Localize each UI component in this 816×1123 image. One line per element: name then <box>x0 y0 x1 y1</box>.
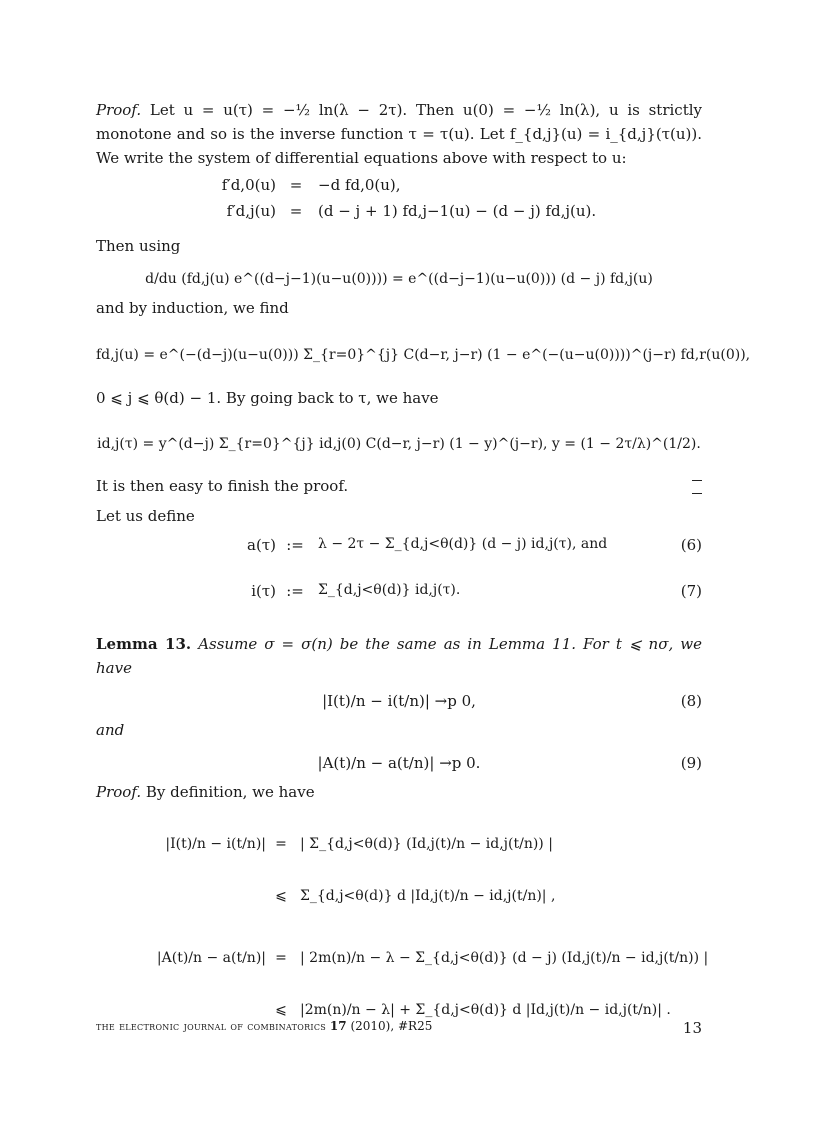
bound-line-2 <box>96 928 709 988</box>
def-lhs: i(τ) <box>251 582 276 600</box>
qed-symbol <box>692 480 702 494</box>
ode-line-0 <box>96 176 702 202</box>
range-text: 0 ⩽ j ⩽ θ(d) − 1. By going back to τ, we have <box>96 389 439 407</box>
eq-number: (9) <box>680 754 702 772</box>
proof-intro-text: Let u = u(τ) = −½ ln(λ − 2τ). Then u(0) = −½ ln(λ), u is strictly monotone and so is the inverse function τ = τ(u). Let f_{d,j}(u) = i_{d,j}(τ(u)). We write the system of differential equations above with respect to u: <box>96 101 702 167</box>
eq8-body: |I(t)/n − i(t/n)| →p 0, <box>322 692 476 710</box>
journal-volume: 17 <box>329 1019 347 1033</box>
ode-system <box>96 176 702 228</box>
eq-number: (8) <box>680 692 702 710</box>
define-intro: Let us define <box>96 507 195 525</box>
bound-lhs: |A(t)/n − a(t/n)| <box>156 950 266 966</box>
then-using: Then using <box>96 237 181 255</box>
definition-7 <box>96 582 702 622</box>
finish-row <box>96 474 702 500</box>
equation-9 <box>96 746 702 780</box>
ode-lhs: f′d,j(u) <box>226 202 276 220</box>
tau-equation: id,j(τ) = y^(d−j) Σ_{r=0}^{j} id,j(0) C(d−r, j−r) (1 − y)^(j−r), y = (1 − 2τ/λ)^(1/2). <box>97 436 701 452</box>
ode-line-1 <box>96 202 702 228</box>
lemma-statement <box>96 632 702 680</box>
def-rhs: λ − 2τ − Σ_{d,j<θ(d)} (d − j) id,j(τ), and <box>318 536 608 552</box>
lemma-label: Lemma 13. <box>96 635 192 653</box>
finish-text: It is then easy to finish the proof. <box>96 477 349 495</box>
proof-label: Proof. <box>96 101 142 119</box>
eq9-body: |A(t)/n − a(t/n)| →p 0. <box>317 754 481 772</box>
bound-op: = <box>275 836 287 852</box>
induction-equation: fd,j(u) = e^(−(d−j)(u−u(0))) Σ_{r=0}^{j} C(d−r, j−r) (1 − e^(−(u−u(0))))^(j−r) fd,r(u(0)), <box>96 347 751 363</box>
bound-op: ⩽ <box>275 1002 287 1018</box>
def-rhs: Σ_{d,j<θ(d)} id,j(τ). <box>318 582 461 598</box>
def-lhs: a(τ) <box>247 536 276 554</box>
bound-line-1 <box>96 874 702 928</box>
derivative-equation: d/du (fd,j(u) e^((d−j−1)(u−u(0)))) = e^((d−j−1)(u−u(0))) (d − j) fd,j(u) <box>145 271 653 287</box>
ode-lhs: f′d,0(u) <box>221 176 276 194</box>
bounds-array <box>96 814 709 1032</box>
bound-lhs: |I(t)/n − i(t/n)| <box>165 836 266 852</box>
lemma-text: Assume σ = σ(n) be the same as in Lemma 11. For t ⩽ nσ, we have <box>96 635 702 677</box>
journal-name: the electronic journal of combinatorics <box>96 1019 327 1033</box>
definitions <box>96 536 702 622</box>
proof2-intro <box>96 780 702 804</box>
proof2-intro-text: By definition, we have <box>145 783 315 801</box>
page-body <box>96 98 751 1032</box>
bound-line-0 <box>96 814 702 874</box>
bound-op: ⩽ <box>275 888 287 904</box>
bound-rhs: | 2m(n)/n − λ − Σ_{d,j<θ(d)} (d − j) (Id,j(t)/n − id,j(t/n)) | <box>300 950 709 966</box>
ode-op: = <box>289 176 303 194</box>
bound-rhs: Σ_{d,j<θ(d)} d |Id,j(t)/n − id,j(t/n)| , <box>300 888 556 904</box>
page-number: 13 <box>682 1019 702 1037</box>
ode-op: = <box>289 202 303 220</box>
def-op: := <box>286 582 304 600</box>
bound-rhs: |2m(n)/n − λ| + Σ_{d,j<θ(d)} d |Id,j(t)/n − id,j(t/n)| . <box>300 1002 671 1018</box>
journal-year-id: (2010), #R25 <box>350 1019 433 1033</box>
page-footer <box>96 1019 702 1037</box>
ode-rhs: (d − j + 1) fd,j−1(u) − (d − j) fd,j(u). <box>318 202 597 220</box>
induction-text: and by induction, we find <box>96 299 289 317</box>
and-text: and <box>96 721 125 739</box>
proof-intro <box>96 98 702 170</box>
eq-number: (6) <box>680 536 702 554</box>
eq-number: (7) <box>680 582 702 600</box>
proof-label: Proof. <box>96 783 142 801</box>
lemma-and <box>96 718 702 742</box>
def-op: := <box>286 536 304 554</box>
definition-6 <box>96 536 702 582</box>
ode-rhs: −d fd,0(u), <box>318 176 401 194</box>
equation-8 <box>96 684 702 718</box>
bound-op: = <box>275 950 287 966</box>
bound-rhs: | Σ_{d,j<θ(d)} (Id,j(t)/n − id,j(t/n)) | <box>300 836 553 852</box>
